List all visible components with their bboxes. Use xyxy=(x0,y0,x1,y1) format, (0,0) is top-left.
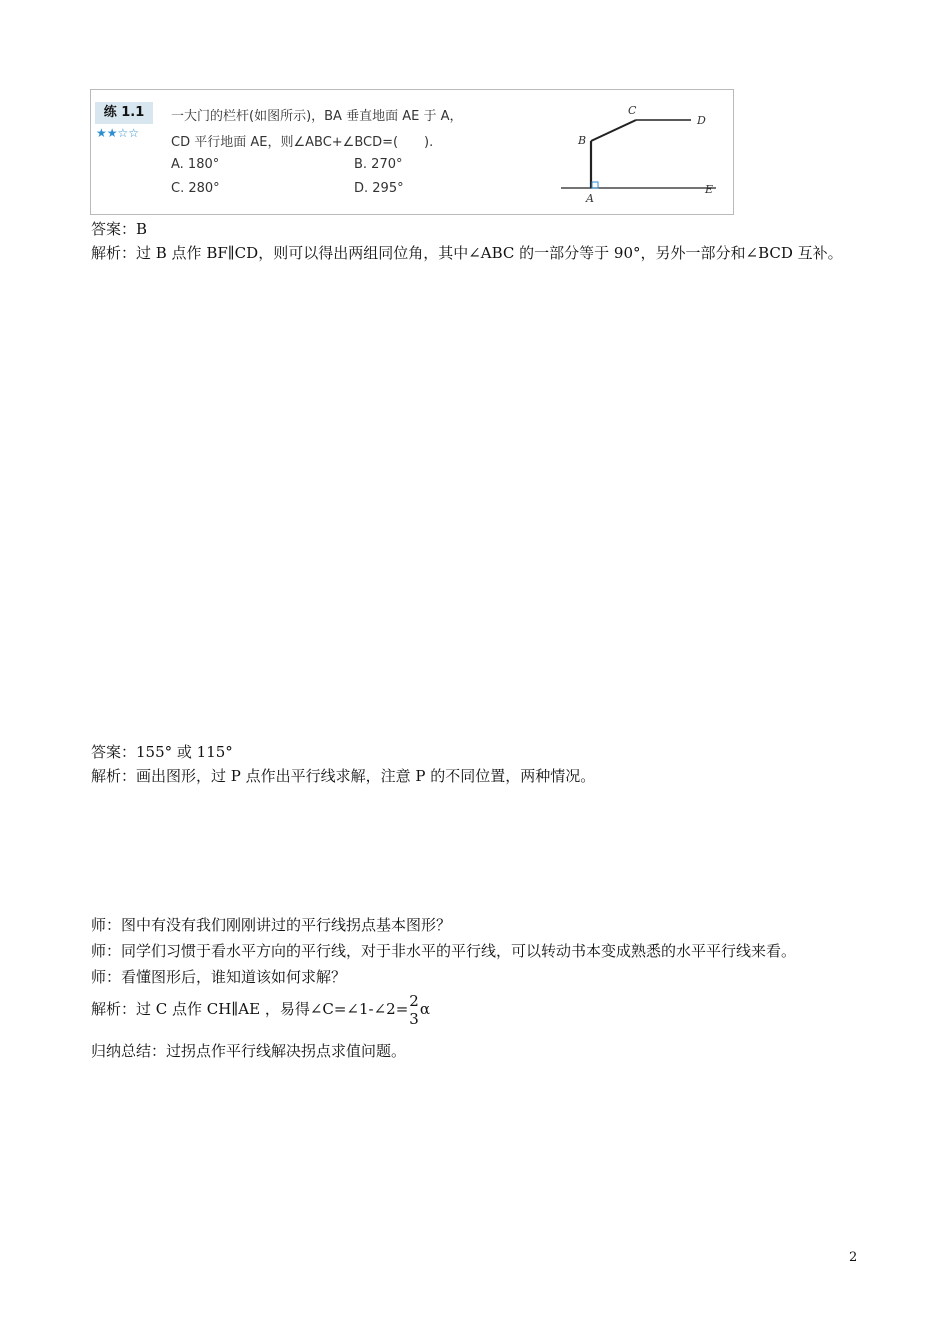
teacher-line-2: 师：同学们习惯于看水平方向的平行线，对于非水平的平行线，可以转动书本变成熟悉的水平平行线来看。 xyxy=(91,942,797,960)
label-e: E xyxy=(705,183,714,196)
label-c: C xyxy=(628,104,637,117)
problem-box xyxy=(90,89,734,215)
analysis-3-text: 解析：过 C 点作 CH∥AE ，易得∠C=∠1-∠2= xyxy=(91,1000,409,1018)
option-b: B. 270° xyxy=(354,157,403,172)
problem-label: 练 1.1 xyxy=(95,102,153,124)
analysis-3 xyxy=(91,992,430,1028)
label-b: B xyxy=(578,134,587,147)
right-angle-mark xyxy=(592,182,598,188)
analysis-1: 解析：过 B 点作 BF∥CD，则可以得出两组同位角，其中∠ABC 的一部分等于 90°，另外一部分和∠BCD 互补。 xyxy=(91,244,843,262)
page-number: 2 xyxy=(849,1250,858,1265)
fraction-two-thirds xyxy=(409,993,419,1028)
difficulty-stars: ★★☆☆ xyxy=(96,126,140,140)
question-line-1: 一大门的栏杆(如图所示)，BA 垂直地面 AE 于 A， xyxy=(171,109,463,124)
analysis-2: 解析：画出图形，过 P 点作出平行线求解，注意 P 的不同位置，两种情况。 xyxy=(91,767,596,785)
gate-figure xyxy=(561,100,721,210)
question-line-2: CD 平行地面 AE，则∠ABC+∠BCD=( ). xyxy=(171,135,434,150)
teacher-line-3: 师：看懂图形后，谁知道该如何求解？ xyxy=(91,968,347,986)
alpha-symbol: α xyxy=(419,1000,430,1018)
label-a: A xyxy=(586,192,594,205)
answer-1: 答案：B xyxy=(91,220,148,238)
summary: 归纳总结：过拐点作平行线解决拐点求值问题。 xyxy=(91,1042,407,1060)
option-a: A. 180° xyxy=(171,157,220,172)
option-c: C. 280° xyxy=(171,181,220,196)
answer-2: 答案：155° 或 115° xyxy=(91,743,233,761)
fraction-numerator: 2 xyxy=(409,991,419,1010)
option-d: D. 295° xyxy=(354,181,404,196)
fraction-denominator: 3 xyxy=(409,1009,419,1028)
label-d: D xyxy=(697,114,706,127)
segment-bc xyxy=(591,120,636,141)
teacher-line-1: 师：图中有没有我们刚刚讲过的平行线拐点基本图形？ xyxy=(91,916,452,934)
